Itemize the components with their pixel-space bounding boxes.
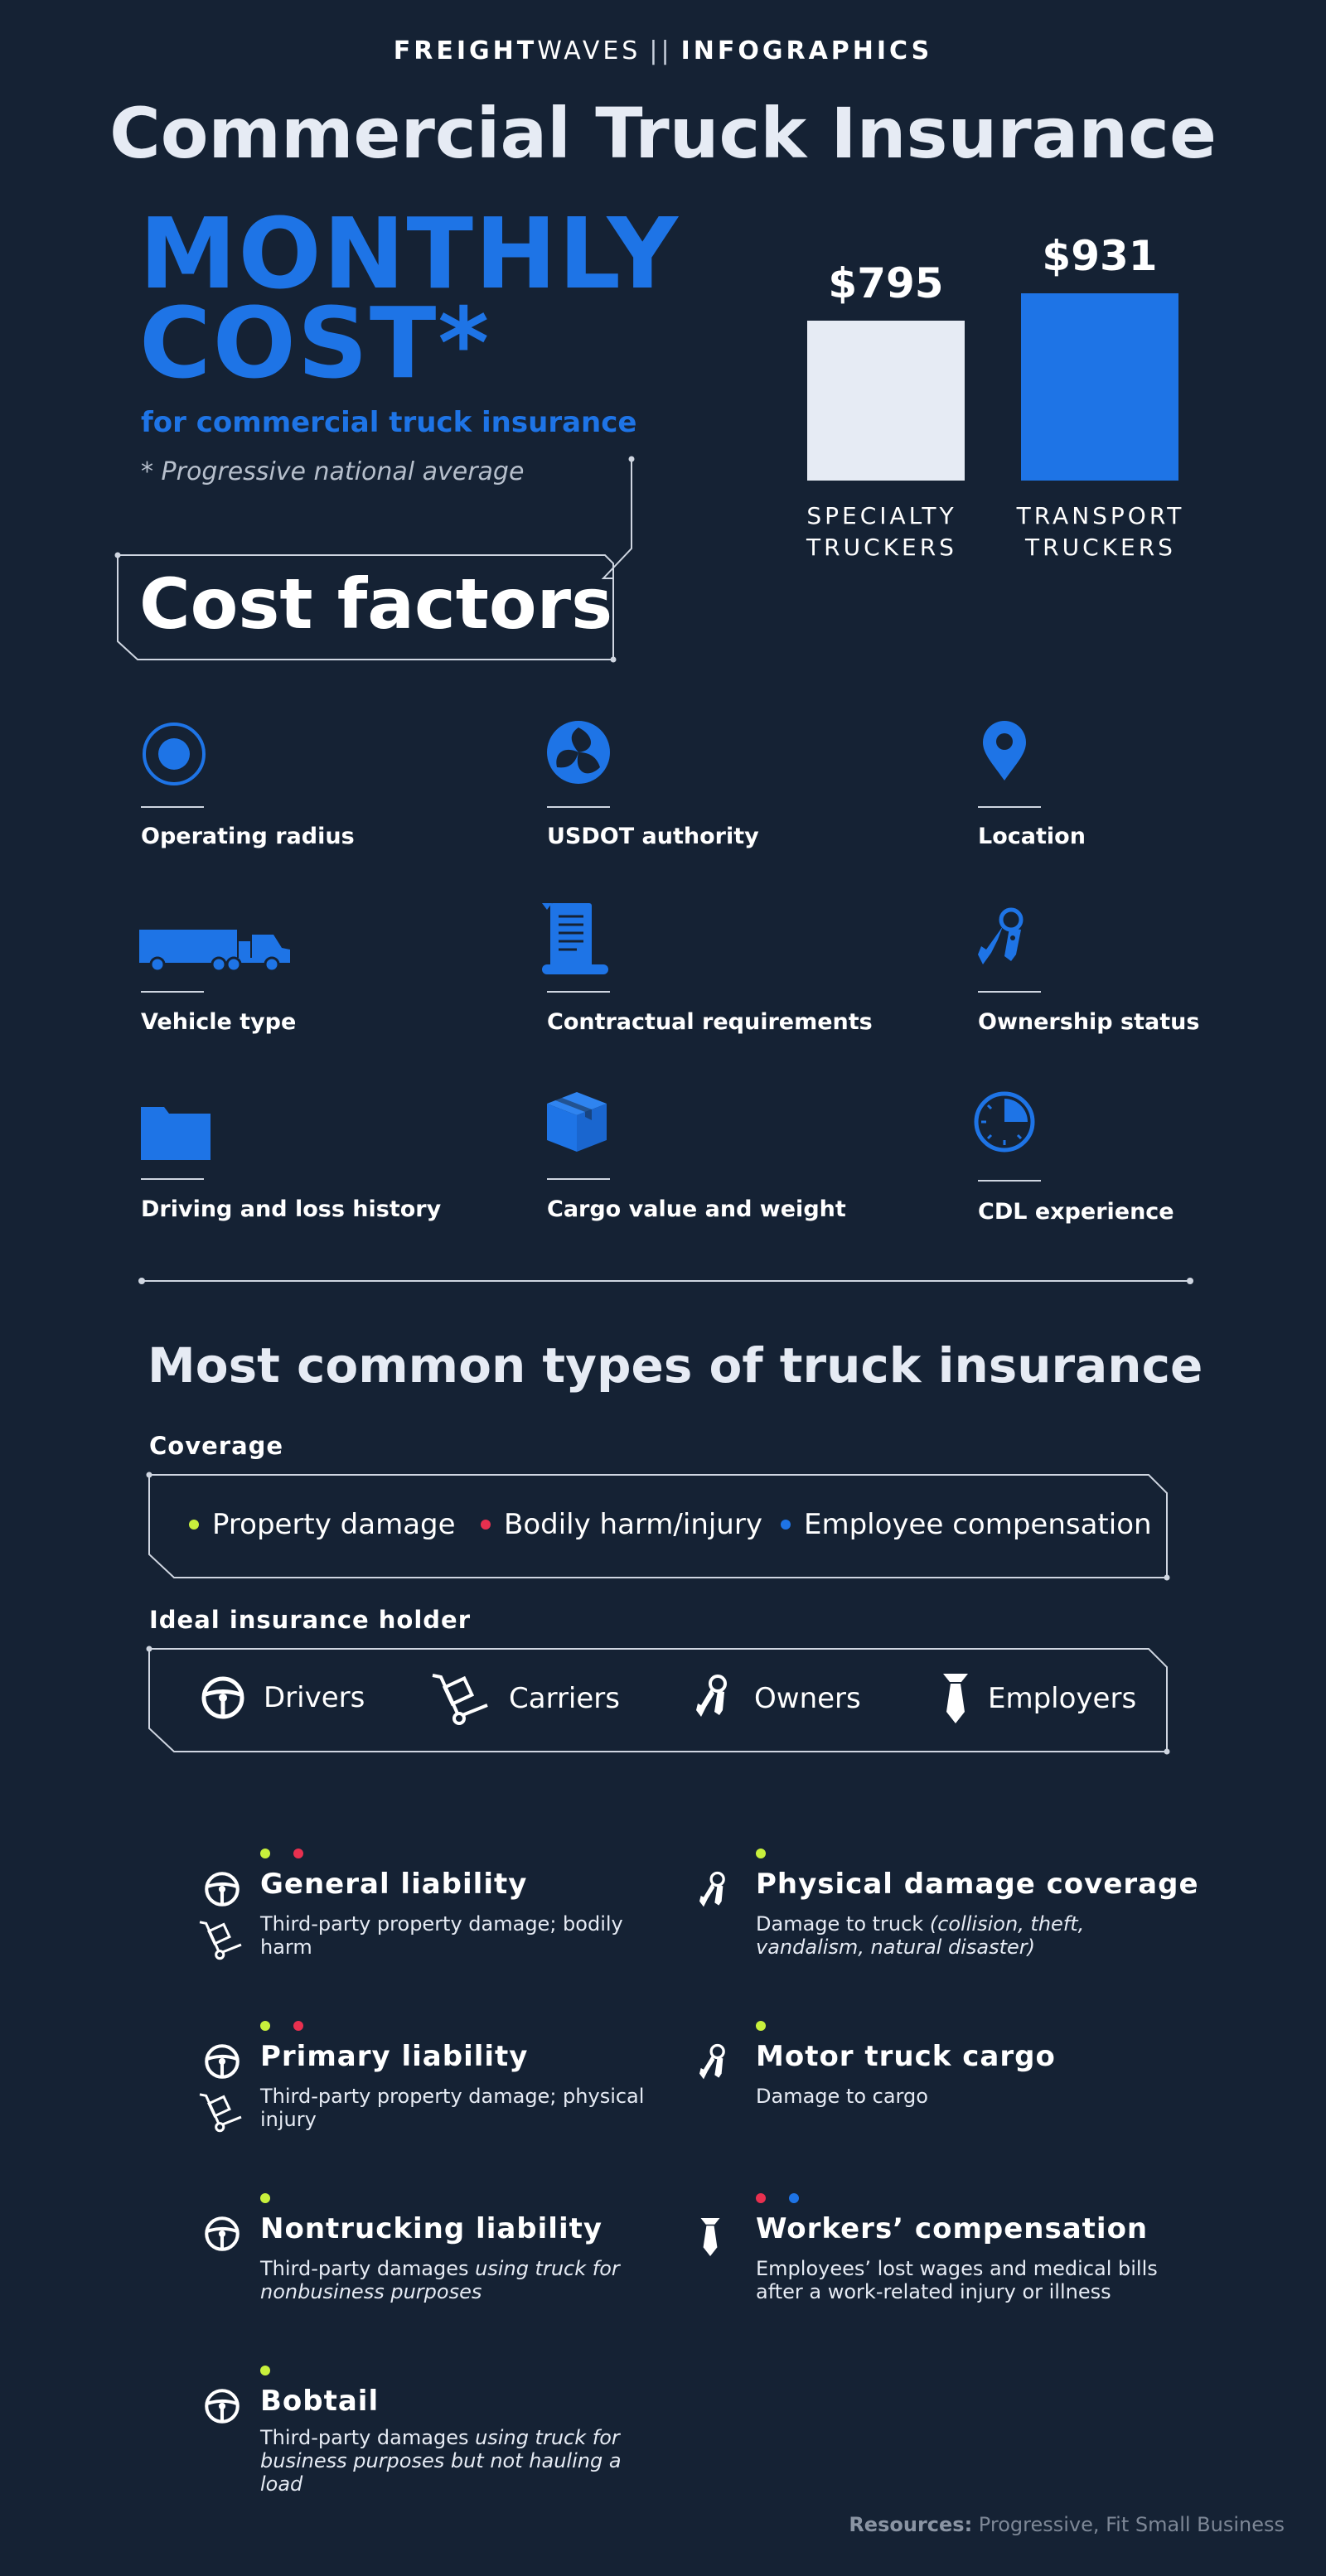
resources-label: Resources: — [849, 2513, 973, 2536]
insurance-description — [756, 2257, 1187, 2303]
types-title: Most common types of truck insurance — [148, 1337, 1203, 1394]
insurance-title: Physical damage coverage — [756, 1868, 1199, 1901]
factor-underline — [978, 991, 1041, 993]
insurance-title: General liability — [260, 1868, 528, 1901]
steering-wheel-icon — [204, 2388, 240, 2428]
insurance-description — [756, 2085, 1187, 2108]
insurance-description — [260, 2257, 658, 2303]
coverage-dots — [756, 1846, 789, 1862]
holder-item — [696, 1674, 861, 1723]
cost-factors-title: Cost factors — [139, 563, 613, 645]
factor-underline — [547, 991, 610, 993]
keys-icon — [696, 1674, 736, 1723]
insurance-title: Workers’ compensation — [756, 2212, 1149, 2245]
monthly-cost-heading — [139, 196, 680, 400]
bodily-harm-dot — [481, 1520, 491, 1530]
semi-truck-icon — [139, 926, 293, 973]
factor-underline — [547, 1178, 610, 1180]
insurance-description — [260, 1912, 658, 1959]
insurance-description-text: Third-party damages — [260, 2257, 476, 2280]
insurance-title: Nontrucking liability — [260, 2212, 603, 2245]
factor-underline — [141, 991, 204, 993]
factor-underline — [978, 1180, 1041, 1182]
coverage-legend-item — [781, 1508, 1152, 1541]
factor-underline — [141, 1178, 204, 1180]
holder-item — [201, 1675, 365, 1720]
monthly-subtitle: for commercial truck insurance — [141, 406, 637, 439]
coverage-dot — [756, 2193, 766, 2203]
coverage-dots — [756, 2191, 822, 2206]
factor-label: USDOT authority — [547, 824, 759, 849]
steering-wheel-icon — [204, 2216, 240, 2255]
location-pin-icon — [976, 718, 1043, 784]
coverage-legend-label: Property damage — [212, 1508, 456, 1541]
keys-icon — [699, 1871, 733, 1916]
insurance-description-text: Damage to cargo — [756, 2085, 928, 2108]
hand-truck-icon — [429, 1672, 491, 1725]
folder-icon — [139, 1102, 212, 1162]
category-label-line: SPECIALTY — [806, 502, 957, 529]
steering-wheel-icon — [204, 2043, 240, 2083]
hand-truck-icon — [197, 1919, 244, 1964]
brand-section: INFOGRAPHICS — [680, 36, 933, 65]
insurance-description-italic: using truck for business purposes but not hauling a load — [260, 2426, 622, 2496]
factor-label: Contractual requirements — [547, 1009, 873, 1035]
bar-value-label: $931 — [1042, 232, 1158, 280]
coverage-legend-label: Employee compensation — [804, 1508, 1152, 1541]
property-damage-dot — [189, 1520, 199, 1530]
page-title: Commercial Truck Insurance — [109, 93, 1217, 174]
insurance-description-text: Third-party property damage; physical injury — [260, 2085, 645, 2131]
insurance-description-italic: using truck for nonbusiness purposes — [260, 2257, 620, 2303]
coverage-dots — [260, 2363, 293, 2379]
insurance-title: Motor truck cargo — [756, 2040, 1056, 2073]
brand-separator: || — [649, 36, 673, 65]
insurance-description-italic: (collision, theft, vandalism, natural disaster) — [756, 1912, 1085, 1959]
keys-icon — [699, 2043, 733, 2088]
bar-value-label: $795 — [828, 259, 944, 307]
necktie-icon — [941, 1672, 970, 1725]
factor-label: Location — [978, 824, 1086, 849]
coverage-legend-item — [189, 1508, 456, 1541]
factor-underline — [141, 806, 204, 808]
coverage-dot — [293, 1849, 303, 1858]
target-icon — [139, 719, 206, 785]
factor-label: Ownership status — [978, 1009, 1200, 1035]
holder-name: Carriers — [509, 1682, 620, 1715]
category-label — [791, 500, 973, 563]
category-label-line: TRUCKERS — [806, 534, 957, 561]
resources-note — [849, 2513, 1285, 2536]
monthly-line1: MONTHLY — [139, 196, 680, 311]
keys-icon — [973, 906, 1039, 973]
steering-wheel-icon — [204, 1871, 240, 1911]
necktie-icon — [699, 2216, 721, 2262]
coverage-dot — [293, 2021, 303, 2031]
coverage-dot — [260, 2021, 270, 2031]
coverage-dot — [260, 1849, 270, 1858]
category-label-line: TRANSPORT — [1016, 502, 1185, 529]
coverage-dots — [260, 2018, 327, 2034]
factor-label: Operating radius — [141, 824, 355, 849]
coverage-dots — [260, 1846, 327, 1862]
insurance-description-text: Employees’ lost wages and medical bills after a work-related injury or illness — [756, 2257, 1158, 2303]
factor-underline — [978, 806, 1041, 808]
category-label — [1009, 500, 1192, 563]
dot-logo-icon — [545, 719, 612, 785]
scroll-icon — [535, 900, 610, 978]
coverage-legend-item — [481, 1508, 762, 1541]
factor-label: Vehicle type — [141, 1009, 297, 1035]
coverage-dot — [756, 2021, 766, 2031]
monthly-footnote: * Progressive national average — [141, 457, 525, 486]
factor-label: Driving and loss history — [141, 1196, 442, 1222]
bar-specialty — [807, 321, 965, 481]
holder-item — [429, 1672, 620, 1725]
coverage-dot — [260, 2366, 270, 2375]
coverage-label: Coverage — [149, 1432, 284, 1460]
holder-label: Ideal insurance holder — [149, 1606, 472, 1634]
insurance-description — [260, 2426, 658, 2496]
insurance-description-text: Damage to truck — [756, 1912, 930, 1936]
coverage-dot — [756, 1849, 766, 1858]
coverage-dot — [260, 2193, 270, 2203]
insurance-description — [756, 1912, 1187, 1959]
factor-label: Cargo value and weight — [547, 1196, 846, 1222]
brand-bold: FREIGHT — [393, 36, 538, 65]
insurance-title: Primary liability — [260, 2040, 529, 2073]
brand-light: WAVES — [537, 36, 641, 65]
holder-name: Employers — [988, 1682, 1137, 1715]
steering-wheel-icon — [201, 1675, 245, 1720]
clock-icon — [971, 1089, 1038, 1155]
coverage-legend-label: Bodily harm/injury — [504, 1508, 762, 1541]
insurance-description-text: Third-party property damage; bodily harm — [260, 1912, 623, 1959]
coverage-dots — [260, 2191, 293, 2206]
divider-endpoints — [136, 1275, 1197, 1287]
insurance-title: Bobtail — [260, 2385, 380, 2418]
resources-text: Progressive, Fit Small Business — [972, 2513, 1285, 2536]
box-icon — [544, 1089, 610, 1155]
insurance-description — [260, 2085, 658, 2131]
category-label-line: TRUCKERS — [1025, 534, 1176, 561]
hand-truck-icon — [197, 2091, 244, 2136]
holder-name: Drivers — [264, 1681, 365, 1714]
monthly-line2: COST* — [139, 286, 491, 400]
holder-name: Owners — [754, 1682, 861, 1715]
coverage-dot — [789, 2193, 799, 2203]
insurance-description-text: Third-party damages — [260, 2426, 476, 2449]
factor-underline — [547, 806, 610, 808]
brand-header — [0, 36, 1326, 65]
coverage-dots — [756, 2018, 789, 2034]
employee-compensation-dot — [781, 1520, 791, 1530]
factor-label: CDL experience — [978, 1199, 1174, 1225]
holder-item — [941, 1672, 1136, 1725]
bar-transport — [1021, 293, 1178, 481]
